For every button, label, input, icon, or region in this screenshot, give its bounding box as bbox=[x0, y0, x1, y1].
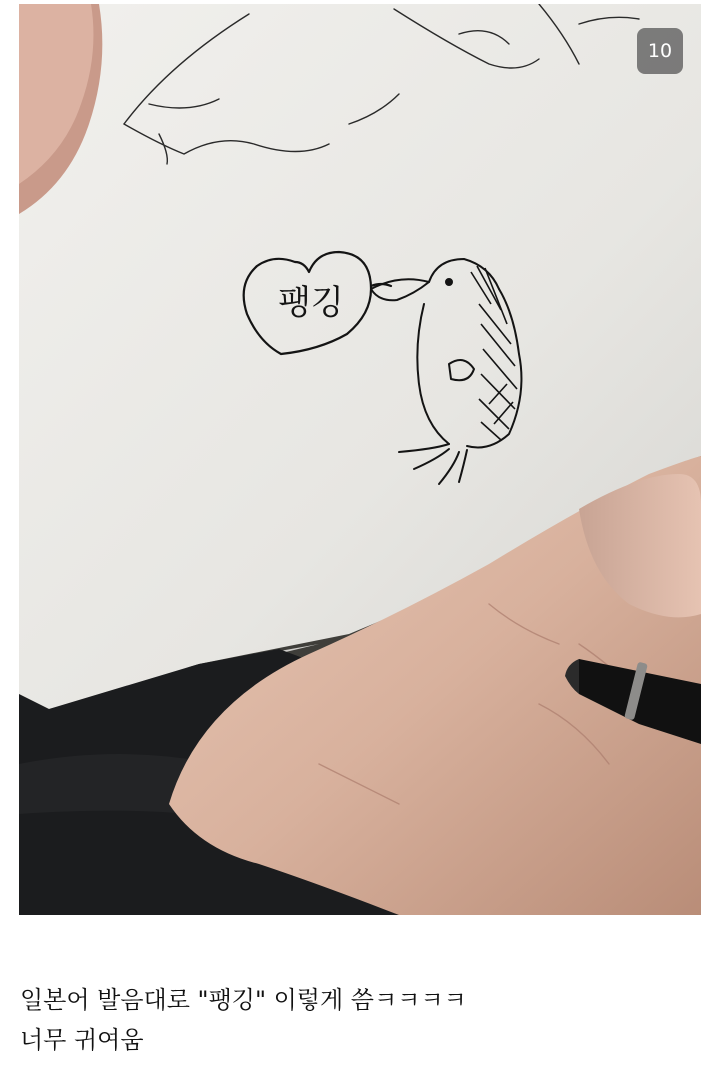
speech-bubble-text: 팽깅 bbox=[278, 283, 344, 323]
caption-line-2: 너무 귀여움 bbox=[20, 1026, 144, 1054]
photo-illustration bbox=[19, 4, 701, 915]
image-counter-badge: 10 bbox=[637, 28, 683, 74]
post-caption bbox=[20, 980, 700, 1060]
post-photo[interactable] bbox=[19, 4, 701, 915]
caption-line-1: 일본어 발음대로 "팽깅" 이렇게 씀ㅋㅋㅋㅋ bbox=[20, 986, 467, 1014]
